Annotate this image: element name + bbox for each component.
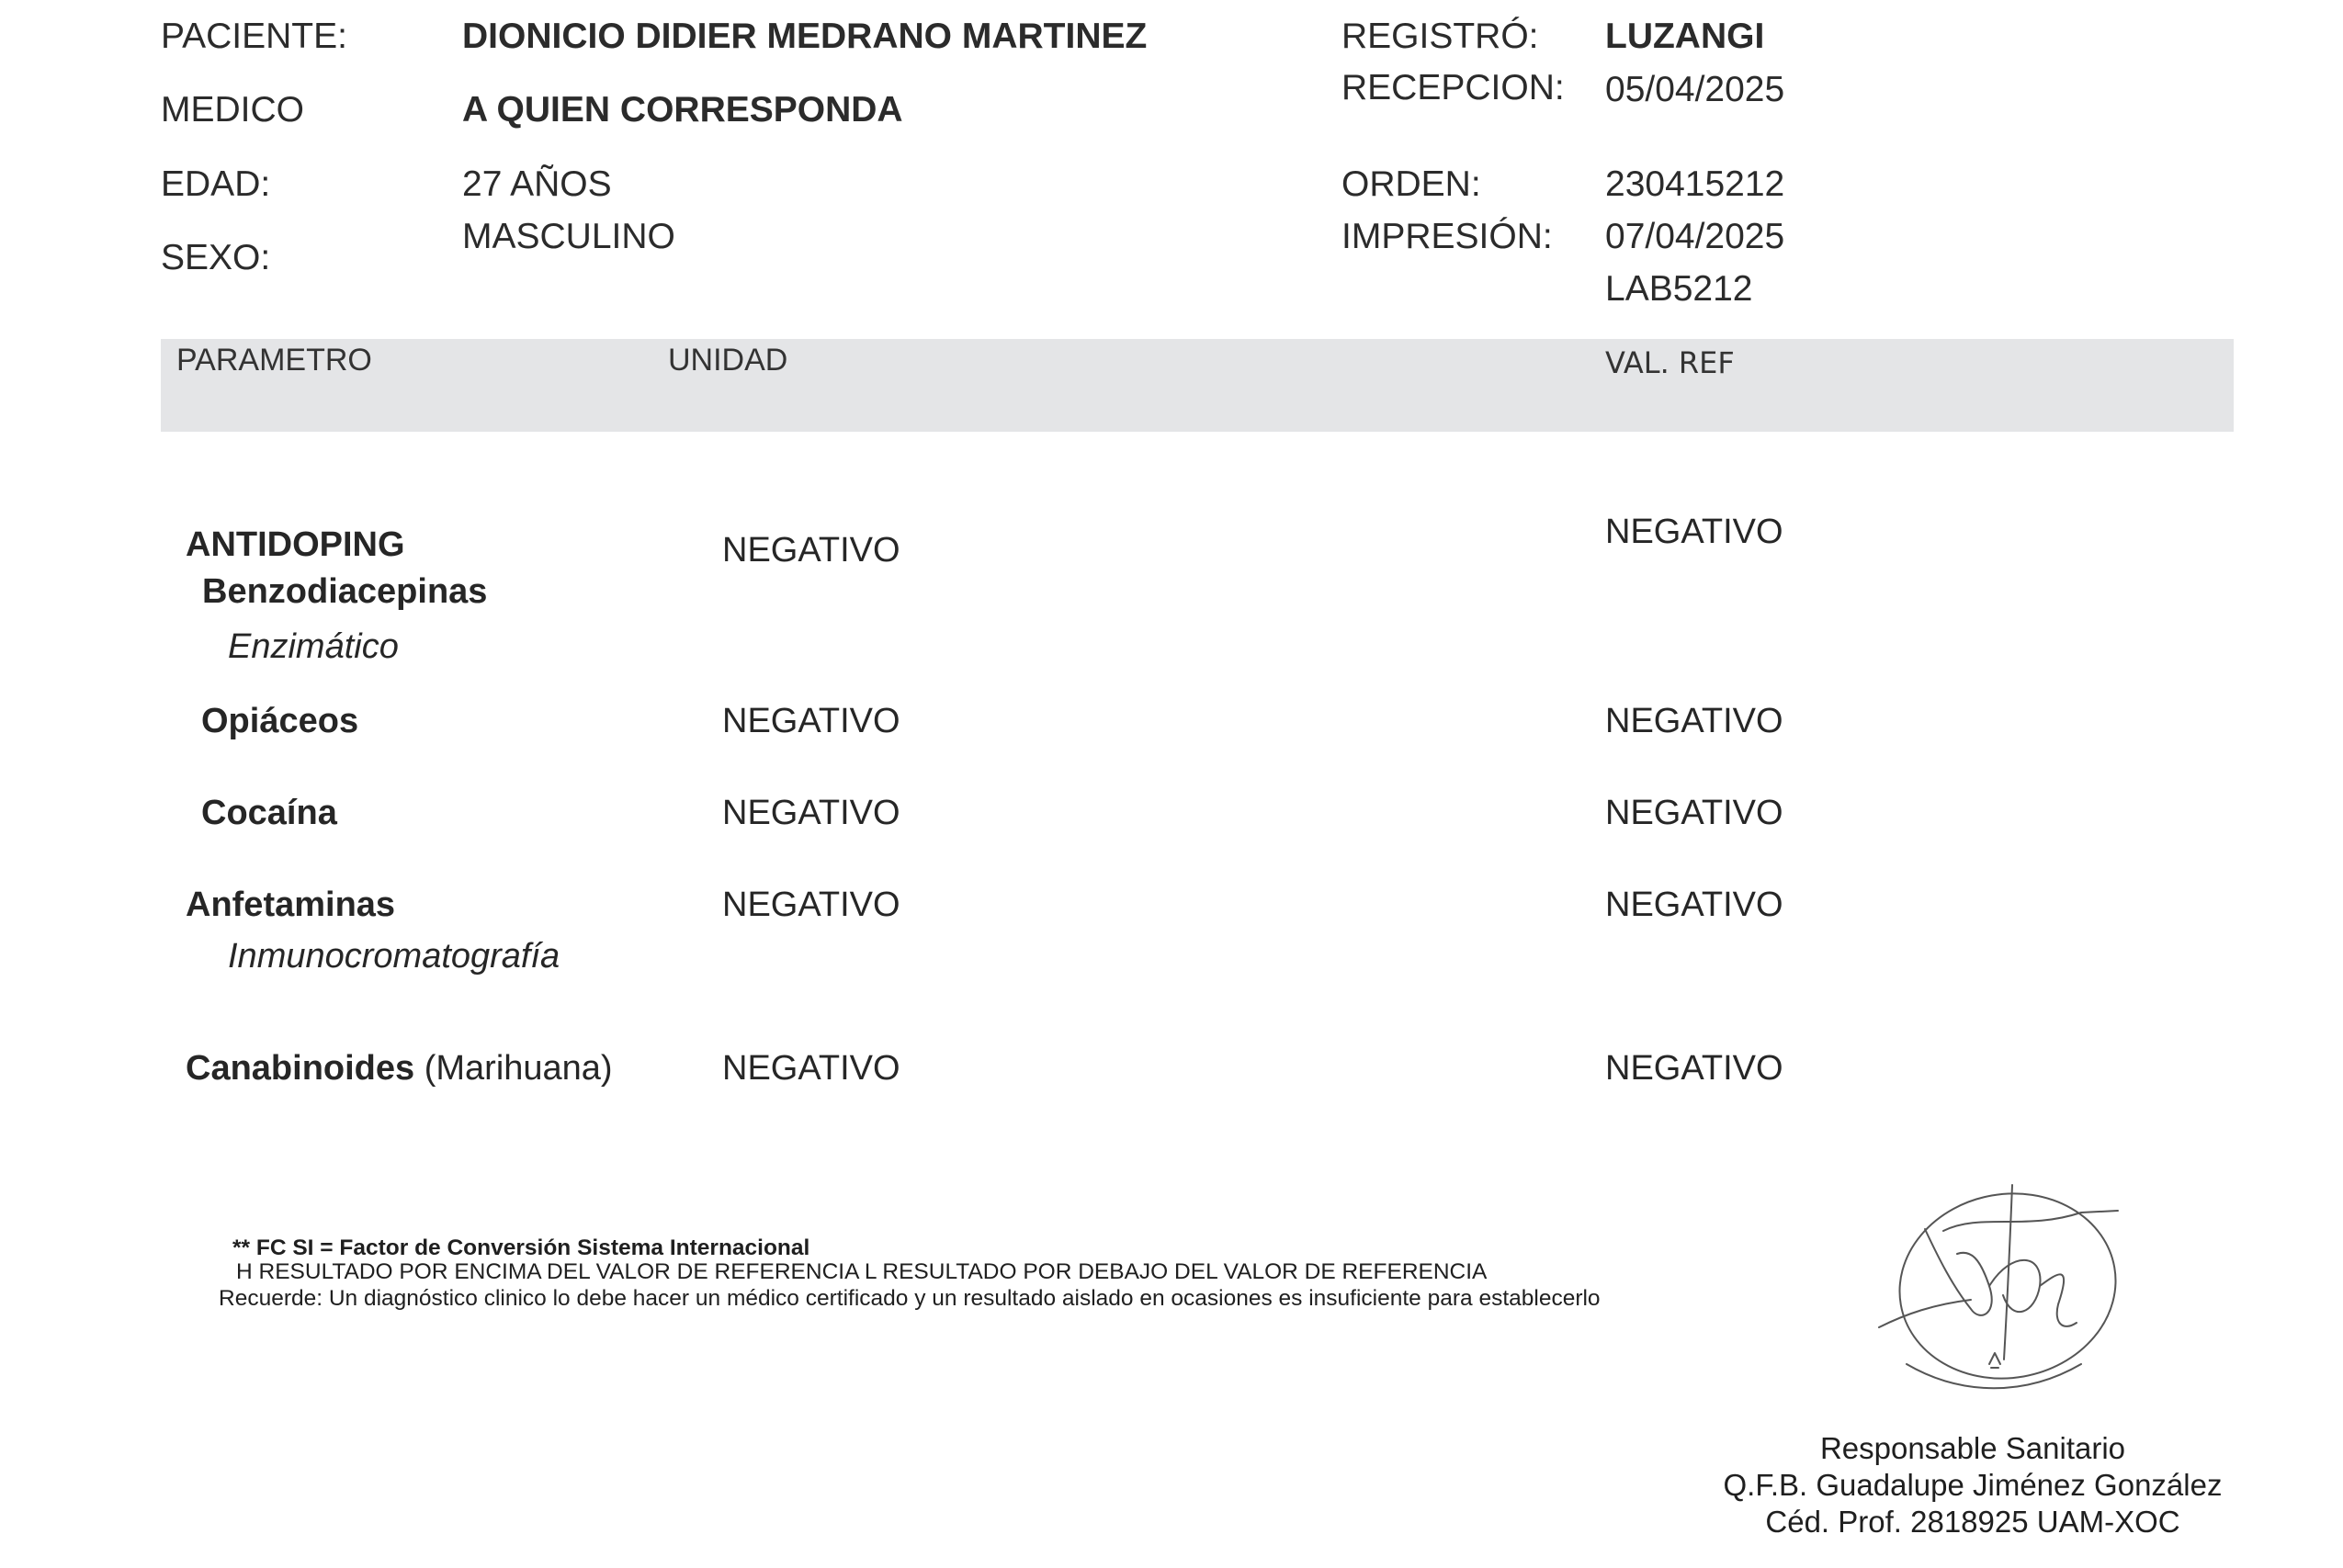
signature-stroke (2004, 1185, 2012, 1359)
table-header-band (161, 339, 2234, 432)
lab-code: LAB5212 (1605, 269, 1753, 309)
order-number: 230415212 (1605, 164, 1785, 204)
order-label: ORDEN: (1341, 164, 1481, 204)
method-label: Enzimático (228, 627, 399, 666)
reference-value: NEGATIVO (1605, 794, 1783, 832)
reception-label: RECEPCION: (1341, 68, 1565, 107)
parameter-name: Opiáceos (201, 702, 359, 740)
signature-stroke (1989, 1260, 2040, 1312)
reference-value: NEGATIVO (1605, 702, 1783, 740)
parameter-name: Benzodiacepinas (202, 572, 488, 611)
registered-by-label: REGISTRÓ: (1341, 17, 1539, 56)
signature-image (1851, 1176, 2127, 1405)
result-value: NEGATIVO (722, 1049, 900, 1088)
doctor-label: MEDICO (161, 90, 304, 130)
registered-by-value: LUZANGI (1605, 17, 1765, 56)
reference-value: NEGATIVO (1605, 513, 1783, 551)
signature-stroke (1989, 1353, 2000, 1368)
parameter-qualifier: (Marihuana) (424, 1049, 613, 1088)
parameter-name: Anfetaminas (186, 886, 396, 924)
header-parametro: PARAMETRO (176, 343, 372, 378)
parameter-name: Cocaína (201, 794, 337, 832)
result-value: NEGATIVO (722, 794, 900, 832)
signature-title: Responsable Sanitario (1819, 1431, 2126, 1465)
signature-stroke (1943, 1211, 2118, 1231)
reference-value: NEGATIVO (1605, 1049, 1783, 1088)
group-title: ANTIDOPING (186, 525, 405, 564)
result-value: NEGATIVO (722, 886, 900, 924)
signature-name: Q.F.B. Guadalupe Jiménez González (1723, 1468, 2223, 1502)
doctor-name: A QUIEN CORRESPONDA (462, 90, 903, 130)
header-val-ref: VAL. REF (1605, 345, 1735, 380)
patient-label: PACIENTE: (161, 17, 347, 56)
reception-date: 05/04/2025 (1605, 70, 1785, 109)
footnote-disclaimer: Recuerde: Un diagnóstico clinico lo debe hacer un médico certificado y un resultado aislado en ocasiones es insuficiente para establecerlo (219, 1286, 1601, 1311)
signature-stroke (2040, 1274, 2077, 1326)
result-value: NEGATIVO (722, 531, 900, 570)
footnote-fc-si: ** FC SI = Factor de Conversión Sistema Internacional (232, 1235, 810, 1260)
footnote-h-l: H RESULTADO POR ENCIMA DEL VALOR DE REFERENCIA L RESULTADO POR DEBAJO DEL VALOR DE REFERENCIA (236, 1259, 1488, 1284)
sex-value: MASCULINO (462, 217, 675, 256)
signature-loop (1885, 1177, 2127, 1395)
age-label: EDAD: (161, 164, 271, 204)
sex-label: SEXO: (161, 238, 271, 277)
print-date: 07/04/2025 (1605, 217, 1785, 256)
method-label: Inmunocromatografía (228, 937, 560, 976)
result-value: NEGATIVO (722, 702, 900, 740)
patient-name: DIONICIO DIDIER MEDRANO MARTINEZ (462, 17, 1148, 56)
header-unidad: UNIDAD (668, 343, 788, 378)
age-value: 27 AÑOS (462, 164, 612, 204)
signature-license: Céd. Prof. 2818925 UAM-XOC (1765, 1505, 2180, 1539)
reference-value: NEGATIVO (1605, 886, 1783, 924)
parameter-name: Canabinoides (186, 1049, 415, 1088)
print-label: IMPRESIÓN: (1341, 217, 1553, 256)
signature-stroke (1879, 1300, 1971, 1327)
parameter-cell (186, 1051, 613, 1086)
